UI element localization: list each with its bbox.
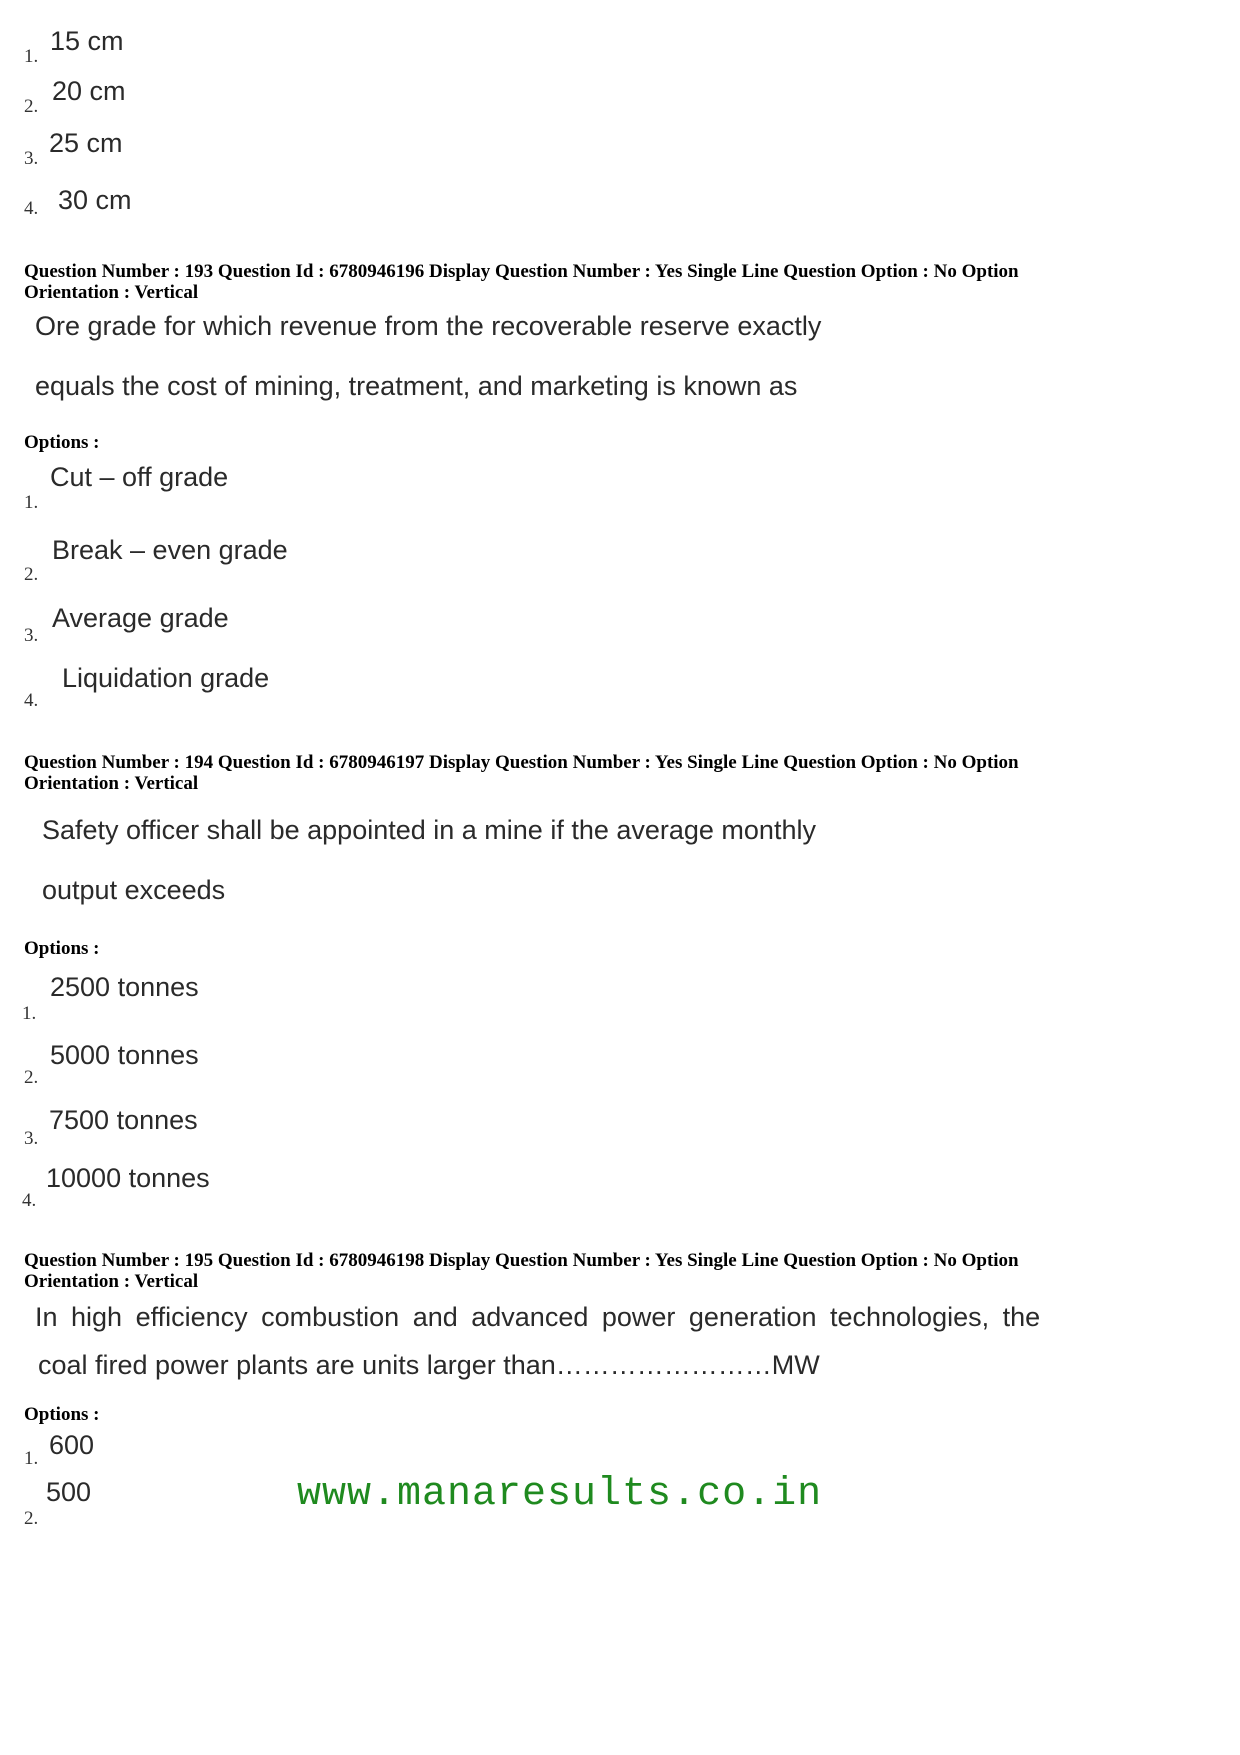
- option-number: 3.: [24, 625, 39, 646]
- option-text: 20 cm: [52, 76, 126, 106]
- option-text: Break – even grade: [52, 535, 288, 565]
- question-meta-line1: Question Number : 193 Question Id : 6780946196 Display Question Number : Yes Single Line Question Option : No Option: [24, 261, 1019, 282]
- question-text-line1: Safety officer shall be appointed in a mine if the average monthly: [42, 815, 816, 845]
- question-meta: [24, 261, 1019, 303]
- option-text: 500: [46, 1477, 92, 1507]
- option-number: 1.: [24, 46, 39, 67]
- option-text: 5000 tonnes: [50, 1040, 199, 1070]
- option-number: 1.: [24, 492, 39, 513]
- option-number: 2.: [24, 1508, 39, 1529]
- option-text: 15 cm: [50, 26, 124, 56]
- option-number: 4.: [24, 198, 39, 219]
- option-number: 3.: [24, 148, 39, 169]
- option-text: Average grade: [52, 603, 229, 633]
- option-number: 2.: [24, 96, 39, 117]
- option-number: 2.: [24, 564, 39, 585]
- option-text: 30 cm: [58, 185, 132, 215]
- question-meta: [24, 1250, 1019, 1292]
- options-label: Options :: [24, 1404, 100, 1425]
- option-number: 1.: [22, 1003, 37, 1024]
- options-label: Options :: [24, 432, 100, 453]
- question-meta-line2: Orientation : Vertical: [24, 773, 199, 794]
- option-number: 4.: [22, 1190, 37, 1211]
- question-meta-line1: Question Number : 195 Question Id : 6780946198 Display Question Number : Yes Single Line Question Option : No Option: [24, 1250, 1019, 1271]
- question-text-line2: output exceeds: [42, 875, 226, 905]
- question-meta-line1: Question Number : 194 Question Id : 6780946197 Display Question Number : Yes Single Line Question Option : No Option: [24, 752, 1019, 773]
- watermark-url: www.manaresults.co.in: [297, 1472, 823, 1517]
- question-text-line2: equals the cost of mining, treatment, and marketing is known as: [35, 371, 798, 401]
- option-text: Liquidation grade: [62, 663, 270, 693]
- option-text: 10000 tonnes: [46, 1163, 210, 1193]
- option-number: 2.: [24, 1067, 39, 1088]
- question-meta: [24, 752, 1019, 794]
- question-text-line1: In high efficiency combustion and advanced power generation technologies, the: [35, 1302, 1041, 1332]
- option-number: 1.: [24, 1448, 39, 1469]
- option-number: 3.: [24, 1128, 39, 1149]
- option-text: 2500 tonnes: [50, 972, 199, 1002]
- option-number: 4.: [24, 690, 39, 711]
- question-meta-line2: Orientation : Vertical: [24, 282, 199, 303]
- question-text-line1: Ore grade for which revenue from the recoverable reserve exactly: [35, 311, 822, 341]
- question-meta-line2: Orientation : Vertical: [24, 1271, 199, 1292]
- option-text: Cut – off grade: [50, 462, 229, 492]
- option-text: 25 cm: [49, 128, 123, 158]
- option-text: 7500 tonnes: [49, 1105, 198, 1135]
- options-label: Options :: [24, 938, 100, 959]
- question-text-line2: coal fired power plants are units larger than……………………MW: [38, 1350, 820, 1380]
- option-text: 600: [49, 1430, 95, 1460]
